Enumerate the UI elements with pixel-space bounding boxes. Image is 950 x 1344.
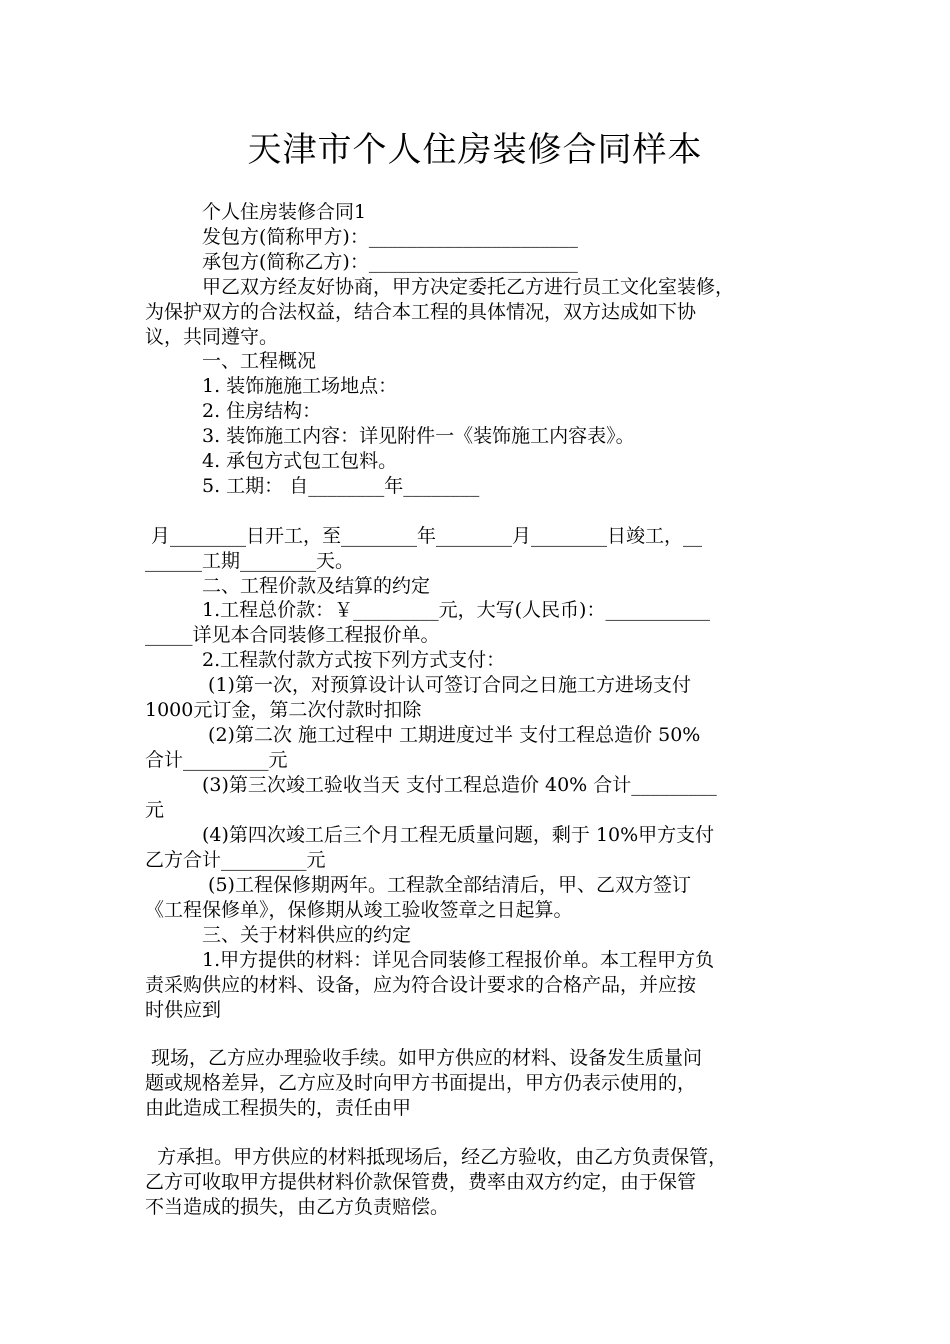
body-line: 5. 工期： 自________年________ (145, 475, 480, 497)
body-line: 责采购供应的材料、设备，应为符合设计要求的合格产品，并应按 (145, 974, 697, 996)
body-line: 二、工程价款及结算的约定 (145, 575, 431, 597)
body-line: 乙方合计_________元 (145, 849, 326, 871)
body-line: 1.工程总价款：￥_________元，大写(人民币)：___________ (145, 599, 710, 621)
body-line: 甲乙双方经友好协商，甲方决定委托乙方进行员工文化室装修， (145, 276, 735, 298)
body-line: (2)第二次 施工过程中 工期进度过半 支付工程总造价 50% (145, 724, 701, 746)
body-line: 现场，乙方应办理验收手续。如甲方供应的材料、设备发生质量问 (145, 1047, 703, 1069)
body-line: 4. 承包方式包工包料。 (145, 450, 398, 472)
body-line: 为保护双方的合法权益，结合本工程的具体情况，双方达成如下协 (145, 301, 697, 323)
body-line: 1. 装饰施施工场地点： (145, 375, 398, 397)
body-line: ______工期________天。 (145, 550, 355, 572)
body-line: 议，共同遵守。 (145, 326, 279, 348)
body-line: 1000元订金，第二次付款时扣除 (145, 699, 422, 721)
body-line: 乙方可收取甲方提供材料价款保管费，费率由双方约定，由于保管 (145, 1171, 697, 1193)
body-line: 由此造成工程损失的，责任由甲 (145, 1097, 412, 1119)
body-line: _____详见本合同装修工程报价单。 (145, 624, 440, 646)
body-line: 3. 装饰施工内容：详见附件一《装饰施工内容表》。 (145, 425, 635, 447)
document-title: 天津市个人住房装修合同样本 (247, 130, 703, 170)
body-line: 时供应到 (145, 999, 222, 1021)
body-line: 元 (145, 799, 165, 821)
body-line: 《工程保修单》，保修期从竣工验收签章之日起算。 (145, 899, 573, 921)
body-line: 题或规格差异，乙方应及时向甲方书面提出，甲方仍表示使用的， (145, 1072, 697, 1094)
body-line: (1)第一次，对预算设计认可签订合同之日施工方进场支付 (145, 674, 691, 696)
body-line: 2.工程款付款方式按下列方式支付： (145, 649, 506, 671)
body-line: (4)第四次竣工后三个月工程无质量问题，剩于 10%甲方支付 (145, 824, 715, 846)
body-line: 1.甲方提供的材料：详见合同装修工程报价单。本工程甲方负 (145, 949, 715, 971)
body-line: 个人住房装修合同1 (145, 201, 367, 223)
body-line: 方承担。甲方供应的材料抵现场后，经乙方验收，由乙方负责保管， (145, 1146, 728, 1168)
body-line: 2. 住房结构： (145, 400, 322, 422)
body-line: 三、关于材料供应的约定 (145, 924, 412, 946)
body-line: 月________日开工，至________年________月________日竣工，__ (145, 525, 703, 547)
body-line: (5)工程保修期两年。工程款全部结清后，甲、乙双方签订 (145, 874, 691, 896)
body-line: 一、工程概况 (145, 350, 317, 372)
body-line: 合计_________元 (145, 749, 288, 771)
body-line: (3)第三次竣工验收当天 支付工程总造价 40% 合计_________ (145, 774, 717, 796)
body-line: 承包方(简称乙方)：______________________ (145, 251, 578, 273)
body-line: 不当造成的损失，由乙方负责赔偿。 (145, 1196, 450, 1218)
body-line: 发包方(简称甲方)：______________________ (145, 226, 578, 248)
